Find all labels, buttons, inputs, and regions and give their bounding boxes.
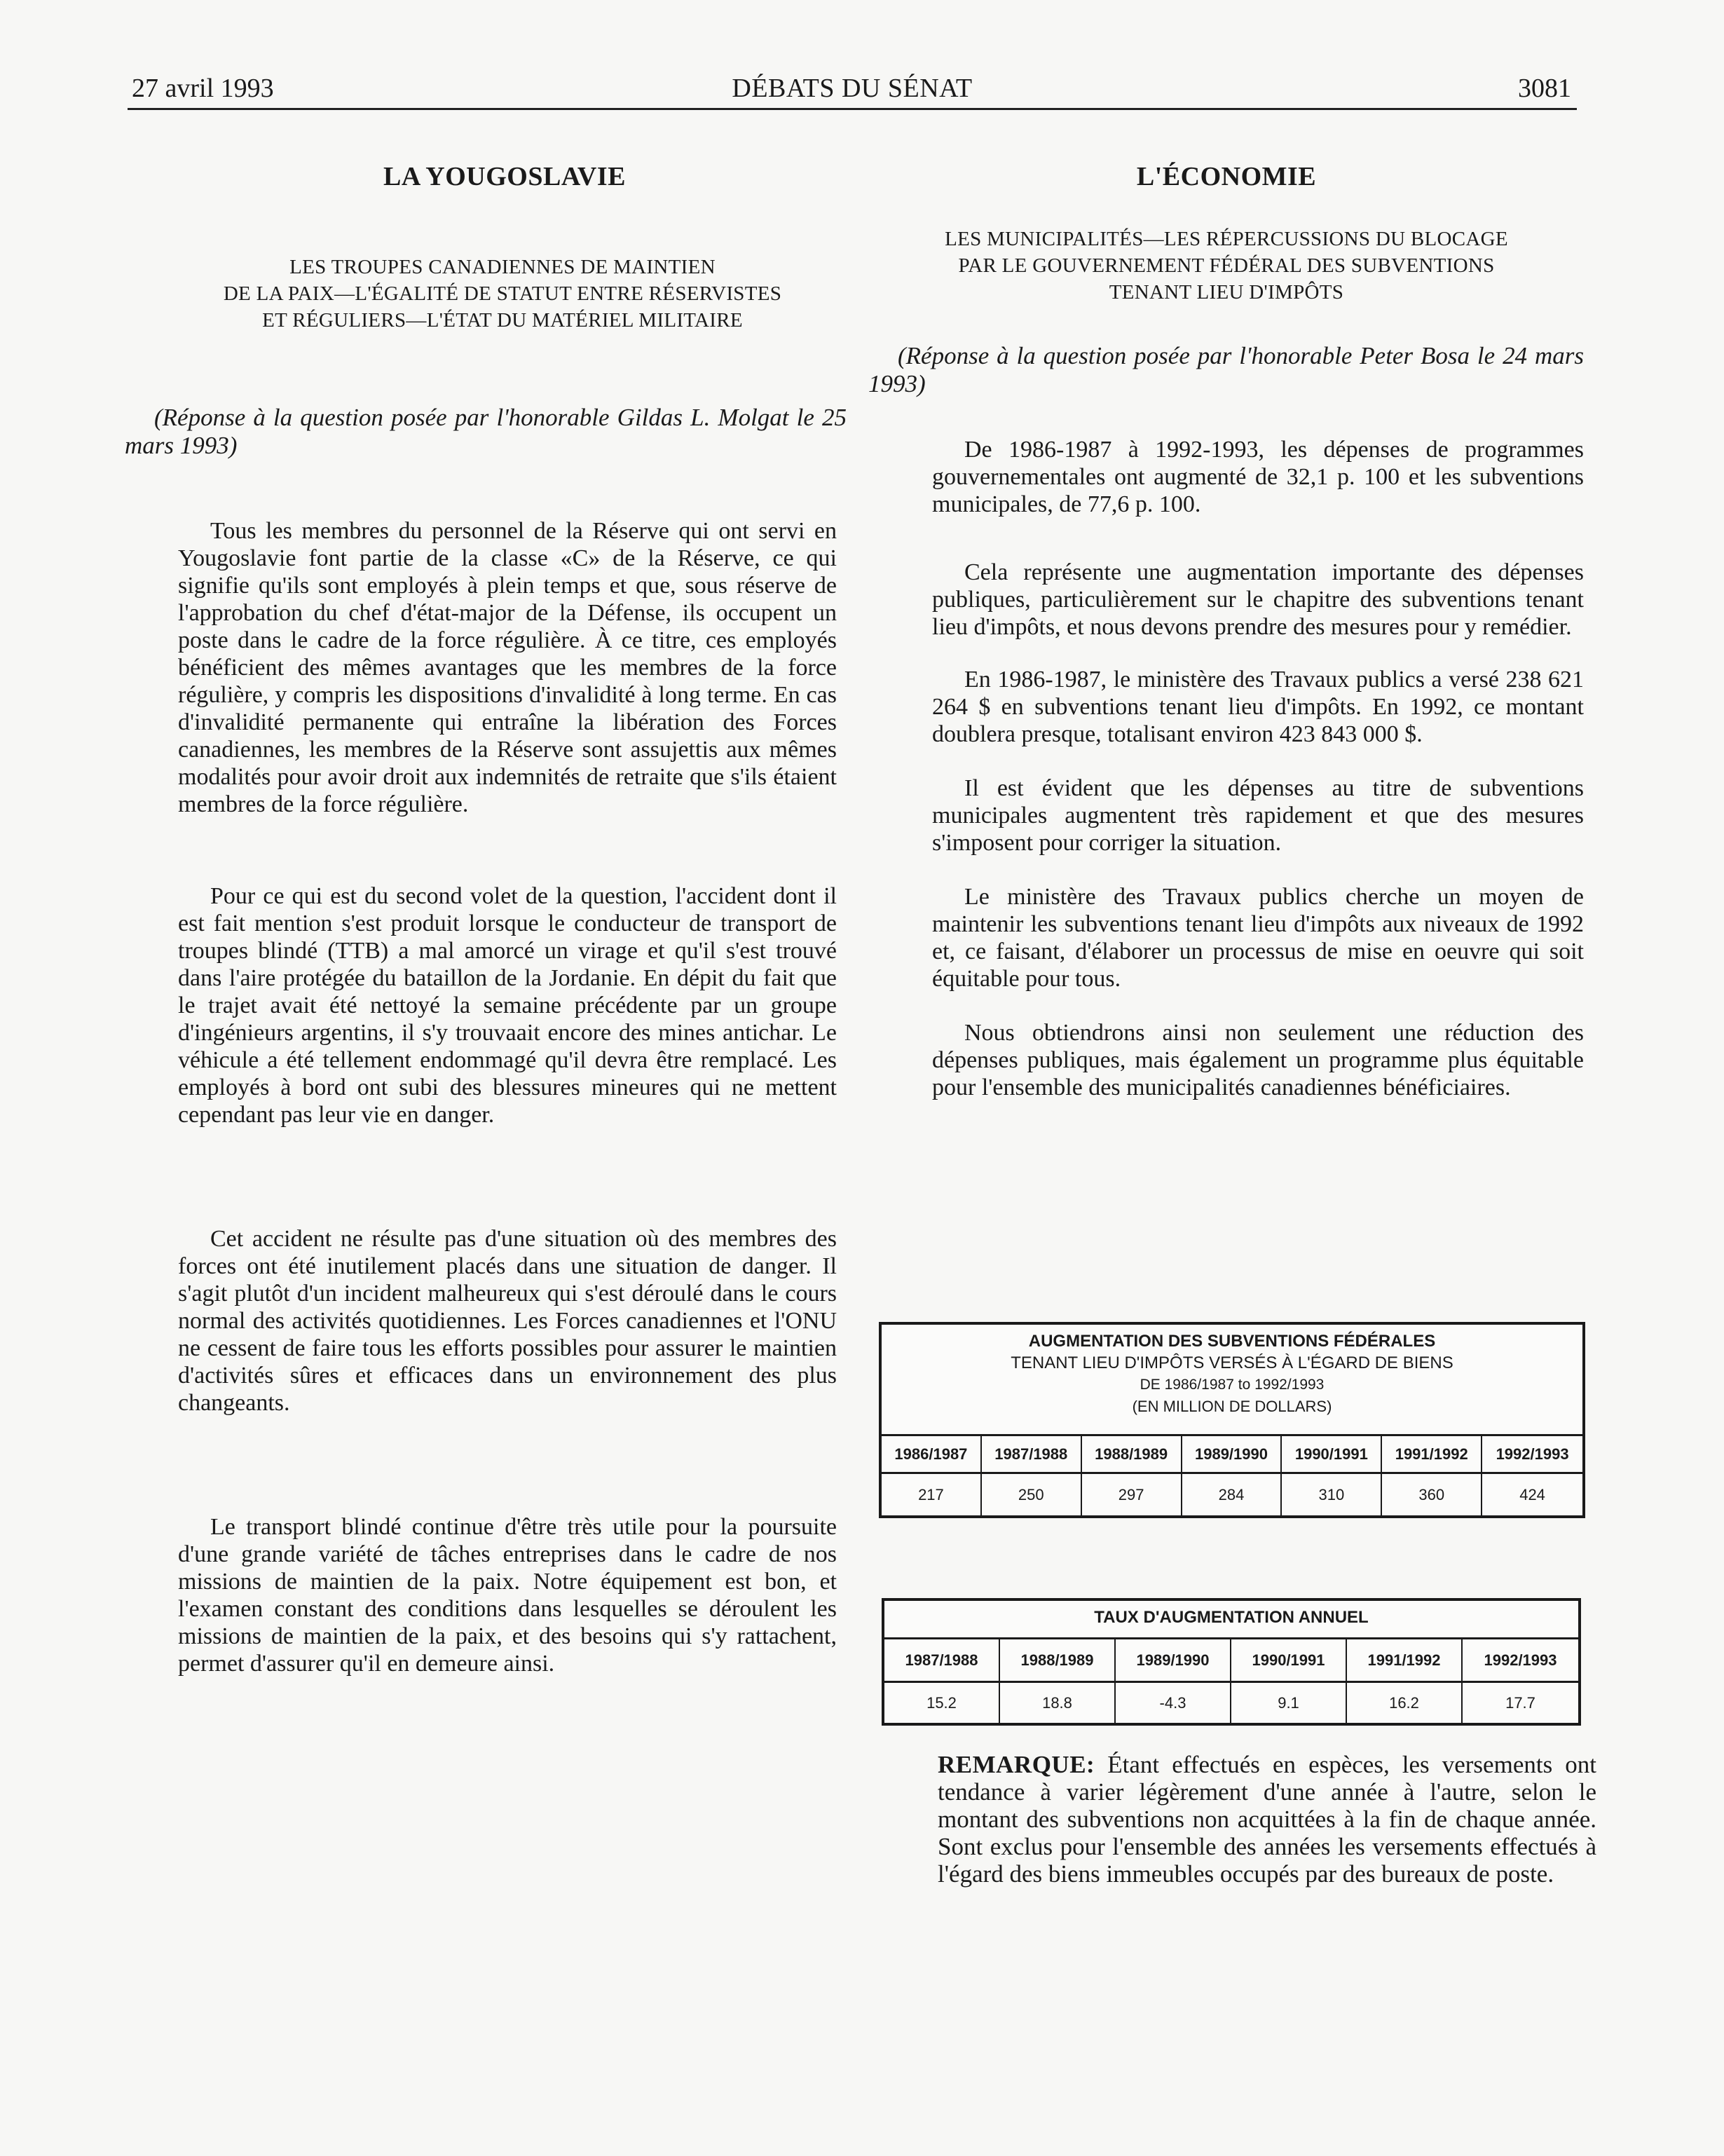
left-subheadings bbox=[163, 254, 842, 334]
growth-rate-table-title bbox=[884, 1601, 1578, 1628]
table-value-cell: 16.2 bbox=[1347, 1681, 1463, 1723]
table-value-cell: -4.3 bbox=[1116, 1681, 1231, 1723]
table-header-cell: 1987/1988 bbox=[982, 1434, 1082, 1472]
table-header-cell: 1992/1993 bbox=[1482, 1434, 1582, 1472]
table-header-cell: 1988/1989 bbox=[1000, 1637, 1116, 1681]
left-paragraph-3: Cet accident ne résulte pas d'une situation où des membres des forces ont été inutilement placés dans une situation de danger. Il s'agit plutôt d'un incident malheureux qui s'est déroulé dans le cours normal des activités quotidiennes. Les Forces canadiennes et l'ONU ne cessent de faire tous les efforts possibles pour assurer le maintien d'activités sûres et efficaces dans un environnement des plus changeants. bbox=[178, 1226, 837, 1416]
left-answer-reference bbox=[125, 404, 847, 460]
remark-note bbox=[938, 1751, 1596, 1888]
left-subheading-line: DE LA PAIX—L'ÉGALITÉ DE STATUT ENTRE RÉSERVISTES bbox=[223, 282, 782, 305]
right-subheading-line: LES MUNICIPALITÉS—LES RÉPERCUSSIONS DU BLOCAGE bbox=[945, 228, 1508, 250]
subsidies-table-title bbox=[882, 1325, 1582, 1417]
growth-rate-table bbox=[882, 1598, 1581, 1726]
table-value-cell: 17.7 bbox=[1463, 1681, 1578, 1723]
left-section-title: LA YOUGOSLAVIE bbox=[383, 162, 626, 191]
right-subheading-line: PAR LE GOUVERNEMENT FÉDÉRAL DES SUBVENTIONS bbox=[958, 254, 1495, 277]
left-answer-reference-text: (Réponse à la question posée par l'honorable Gildas L. Molgat le 25 mars 1993) bbox=[125, 404, 847, 459]
subsidies-table-grid bbox=[882, 1434, 1582, 1515]
left-paragraph-2: Pour ce qui est du second volet de la question, l'accident dont il est fait mention s'est produit lorsque le conducteur de transport de troupes blindé (TTB) a mal amorcé un virage et qu'il s'est trouvé dans l'aire protégée du bataillon de la Jordanie. En dépit du fait que le trajet avait été nettoyé la semaine précédente par un groupe d'ingénieurs argentins, il s'y trouvaait encore des mines antichar. Le véhicule a été tellement endommagé qu'il devra être remplacé. Les employés à bord ont subi des blessures mineures qui ne mettent cependant pas leur vie en danger. bbox=[178, 883, 837, 1128]
table-title-line: (EN MILLION DE DOLLARS) bbox=[1132, 1398, 1332, 1415]
table-title-line: TAUX D'AUGMENTATION ANNUEL bbox=[1094, 1608, 1369, 1627]
right-column bbox=[869, 161, 1584, 1101]
right-answer-reference bbox=[868, 342, 1584, 398]
table-header-cell: 1990/1991 bbox=[1282, 1434, 1382, 1472]
table-header-cell: 1990/1991 bbox=[1231, 1637, 1347, 1681]
table-value-cell: 217 bbox=[882, 1472, 982, 1515]
table-title-line: AUGMENTATION DES SUBVENTIONS FÉDÉRALES bbox=[1028, 1332, 1436, 1351]
table-value-cell: 360 bbox=[1382, 1472, 1482, 1515]
left-subheading-line: LES TROUPES CANADIENNES DE MAINTIEN bbox=[289, 256, 716, 278]
left-subheading-line: ET RÉGULIERS—L'ÉTAT DU MATÉRIEL MILITAIRE bbox=[262, 309, 743, 332]
remark-text: Étant effectués en espèces, les versements ont tendance à varier légèrement d'une année à l'autre, selon le montant des subventions non acquittées à la fin de chaque année. Sont exclus pour l'ensemble des années les versements effectués à l'égard des biens immeubles occupés par des bureaux de poste. bbox=[938, 1751, 1596, 1888]
table-header-cell: 1992/1993 bbox=[1463, 1637, 1578, 1681]
table-value-cell: 297 bbox=[1082, 1472, 1182, 1515]
table-value-cell: 9.1 bbox=[1231, 1681, 1347, 1723]
page-header bbox=[128, 67, 1577, 110]
table-header-cell: 1991/1992 bbox=[1382, 1434, 1482, 1472]
left-paragraph-1: Tous les membres du personnel de la Réserve qui ont servi en Yougoslavie font partie de la classe «C» de la Réserve, ce qui signifie qu'ils sont employés à plein temps et que, sous réserve de l'approbation du chef d'état-major de la Défense, ils occupent un poste dans le cadre de la force régulière. À ce titre, ces employés bénéficient des mêmes avantages que les membres de la force régulière, y compris les dispositions d'invalidité à long terme. En cas d'invalidité permanente qui entraîne la libération des Forces canadiennes, les membres de la Réserve sont assujettis aux mêmes modalités pour avoir droit aux indemnités de retraite que s'ils étaient membres de la force régulière. bbox=[178, 518, 837, 817]
left-column bbox=[125, 161, 847, 1677]
table-title-line: TENANT LIEU D'IMPÔTS VERSÉS À L'ÉGARD DE BIENS bbox=[1011, 1353, 1453, 1372]
right-section-title: L'ÉCONOMIE bbox=[1136, 162, 1317, 191]
subsidies-table bbox=[879, 1322, 1585, 1518]
right-paragraph-6: Nous obtiendrons ainsi non seulement une réduction des dépenses publiques, mais également un programme plus équitable pour l'ensemble des municipalités canadiennes bénéficiaires. bbox=[932, 1020, 1584, 1100]
header-title: DÉBATS DU SÉNAT bbox=[732, 74, 973, 103]
header-date: 27 avril 1993 bbox=[132, 74, 274, 103]
table-value-cell: 310 bbox=[1282, 1472, 1382, 1515]
table-value-cell: 250 bbox=[982, 1472, 1082, 1515]
remark-label: REMARQUE: bbox=[938, 1751, 1095, 1778]
table-value-cell: 15.2 bbox=[884, 1681, 1000, 1723]
growth-rate-table-grid bbox=[884, 1637, 1578, 1723]
table-value-cell: 284 bbox=[1182, 1472, 1282, 1515]
table-value-cell: 18.8 bbox=[1000, 1681, 1116, 1723]
table-title-line: DE 1986/1987 to 1992/1993 bbox=[1140, 1377, 1325, 1393]
table-header-cell: 1991/1992 bbox=[1347, 1637, 1463, 1681]
table-value-cell: 424 bbox=[1482, 1472, 1582, 1515]
right-paragraph-4: Il est évident que les dépenses au titre de subventions municipales augmentent très rapidement et que des mesures s'imposent pour corriger la situation. bbox=[932, 775, 1584, 856]
table-header-cell: 1989/1990 bbox=[1182, 1434, 1282, 1472]
right-subheadings bbox=[869, 226, 1584, 306]
table-header-cell: 1989/1990 bbox=[1116, 1637, 1231, 1681]
page-number: 3081 bbox=[1518, 74, 1571, 103]
table-header-cell: 1987/1988 bbox=[884, 1637, 1000, 1681]
right-subheading-line: TENANT LIEU D'IMPÔTS bbox=[1109, 281, 1344, 303]
left-paragraph-4: Le transport blindé continue d'être très utile pour la poursuite d'une grande variété de tâches entreprises dans le cadre de nos missions de maintien de la paix. Notre équipement est bon, et l'examen constant des conditions dans lesquelles se déroulent les missions de maintien de la paix, et des besoins qui s'y rattachent, permet d'assurer qu'il en demeure ainsi. bbox=[178, 1514, 837, 1677]
right-paragraph-5: Le ministère des Travaux publics cherche un moyen de maintenir les subventions tenant lieu d'impôts aux niveaux de 1992 et, ce faisant, d'élaborer un processus de mise en oeuvre qui soit équitable pour tous. bbox=[932, 884, 1584, 992]
right-paragraph-2: Cela représente une augmentation importante des dépenses publiques, particulièrement sur le chapitre des subventions tenant lieu d'impôts, et nous devons prendre des mesures pour y remédier. bbox=[932, 559, 1584, 640]
right-paragraph-3: En 1986-1987, le ministère des Travaux publics a versé 238 621 264 $ en subventions tenant lieu d'impôts. En 1992, ce montant doublera presque, totalisant environ 423 843 000 $. bbox=[932, 667, 1584, 747]
right-answer-reference-text: (Réponse à la question posée par l'honorable Peter Bosa le 24 mars 1993) bbox=[868, 342, 1584, 397]
table-header-cell: 1988/1989 bbox=[1082, 1434, 1182, 1472]
table-header-cell: 1986/1987 bbox=[882, 1434, 982, 1472]
right-paragraph-1: De 1986-1987 à 1992-1993, les dépenses de programmes gouvernementales ont augmenté de 32,1 p. 100 et les subventions municipales, de 77,6 p. 100. bbox=[932, 437, 1584, 517]
